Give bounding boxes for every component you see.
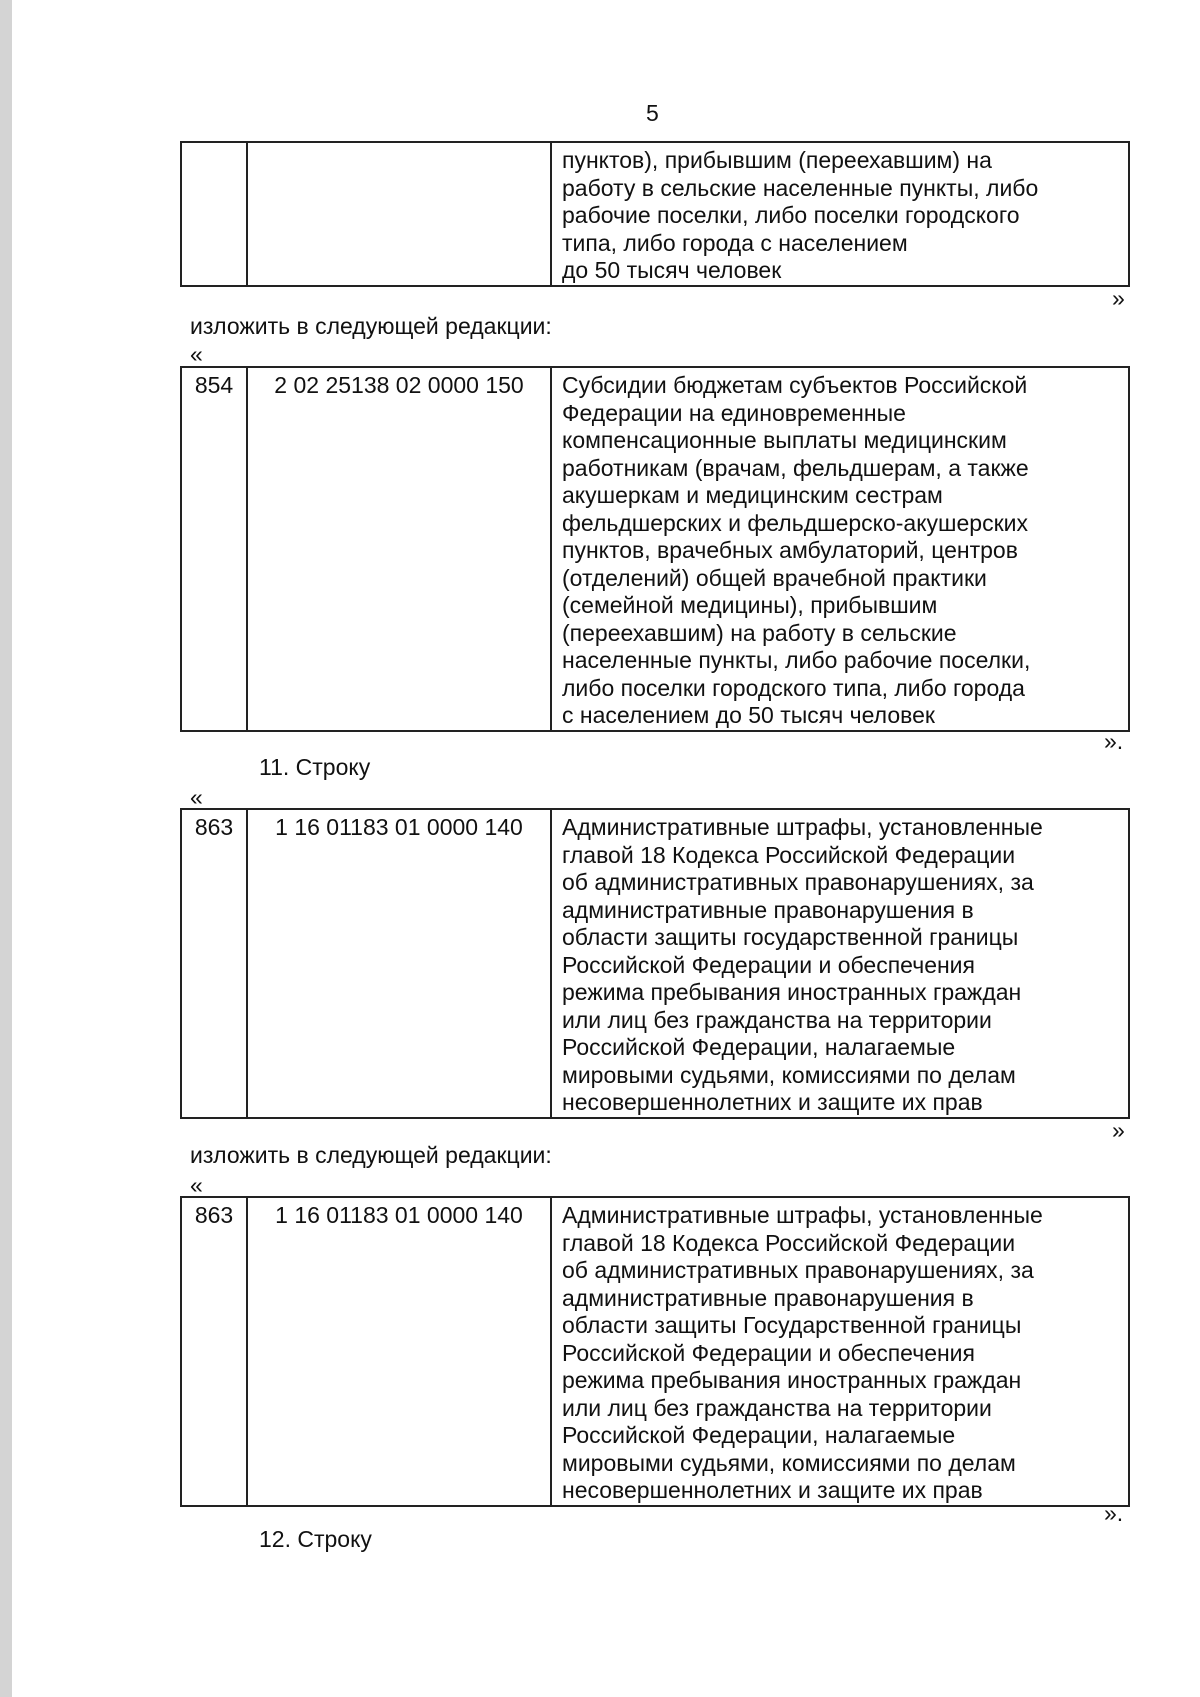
- table-row-863-new: [180, 1196, 1130, 1507]
- kbk-cell: 1 16 01183 01 0000 140: [247, 809, 551, 1118]
- closing-quote: »: [1112, 1117, 1125, 1143]
- table-row: [181, 809, 1129, 1118]
- page-number: 5: [646, 100, 659, 126]
- edit-phrase: изложить в следующей редакции:: [190, 313, 552, 339]
- scan-edge: [0, 0, 12, 1697]
- table-row-863-old: [180, 808, 1130, 1119]
- table-row-continuation: [180, 141, 1130, 287]
- section-heading-11: 11. Строку: [259, 754, 371, 780]
- code-cell: [181, 142, 247, 286]
- code-cell: 863: [181, 809, 247, 1118]
- description-cell: пунктов), прибывшим (переехавшим) на работу в сельские населенные пункты, либо рабочие поселки, либо поселки городского типа, либо города с населением до 50 тысяч человек: [551, 142, 1129, 286]
- opening-quote: «: [190, 1172, 203, 1198]
- edit-phrase: изложить в следующей редакции:: [190, 1142, 552, 1168]
- opening-quote: «: [190, 341, 203, 367]
- description-cell: Административные штрафы, установленные главой 18 Кодекса Российской Федерации об административных правонарушениях, за административные правонарушения в области защиты государственной границы Российской Федерации и обеспечения режима пребывания иностранных граждан или лиц без гражданства на территории Российской Федерации, налагаемые мировыми судьями, комиссиями по делам несовершеннолетних и защите их прав: [551, 809, 1129, 1118]
- kbk-cell: 1 16 01183 01 0000 140: [247, 1197, 551, 1506]
- code-cell: 863: [181, 1197, 247, 1506]
- section-heading-12: 12. Строку: [259, 1526, 372, 1552]
- closing-quote: »: [1112, 285, 1125, 311]
- table-row: [181, 142, 1129, 286]
- opening-quote: «: [190, 784, 203, 810]
- kbk-cell: [247, 142, 551, 286]
- table-row: [181, 367, 1129, 731]
- description-cell: Административные штрафы, установленные главой 18 Кодекса Российской Федерации об административных правонарушениях, за административные правонарушения в области защиты Государственной границы Российской Федерации и обеспечения режима пребывания иностранных граждан или лиц без гражданства на территории Российской Федерации, налагаемые мировыми судьями, комиссиями по делам несовершеннолетних и защите их прав: [551, 1197, 1129, 1506]
- closing-quote-period: ».: [1104, 728, 1124, 754]
- code-cell: 854: [181, 367, 247, 731]
- table-row-854: [180, 366, 1130, 732]
- closing-quote-period: ».: [1104, 1500, 1124, 1526]
- description-cell: Субсидии бюджетам субъектов Российской Федерации на единовременные компенсационные выплаты медицинским работникам (врачам, фельдшерам, а также акушеркам и медицинским сестрам фельдшерских и фельдшерско-акушерских пунктов, врачебных амбулаторий, центров (отделений) общей врачебной практики (семейной медицины), прибывшим (переехавшим) на работу в сельские населенные пункты, либо рабочие поселки, либо поселки городского типа, либо города с населением до 50 тысяч человек: [551, 367, 1129, 731]
- table-row: [181, 1197, 1129, 1506]
- kbk-cell: 2 02 25138 02 0000 150: [247, 367, 551, 731]
